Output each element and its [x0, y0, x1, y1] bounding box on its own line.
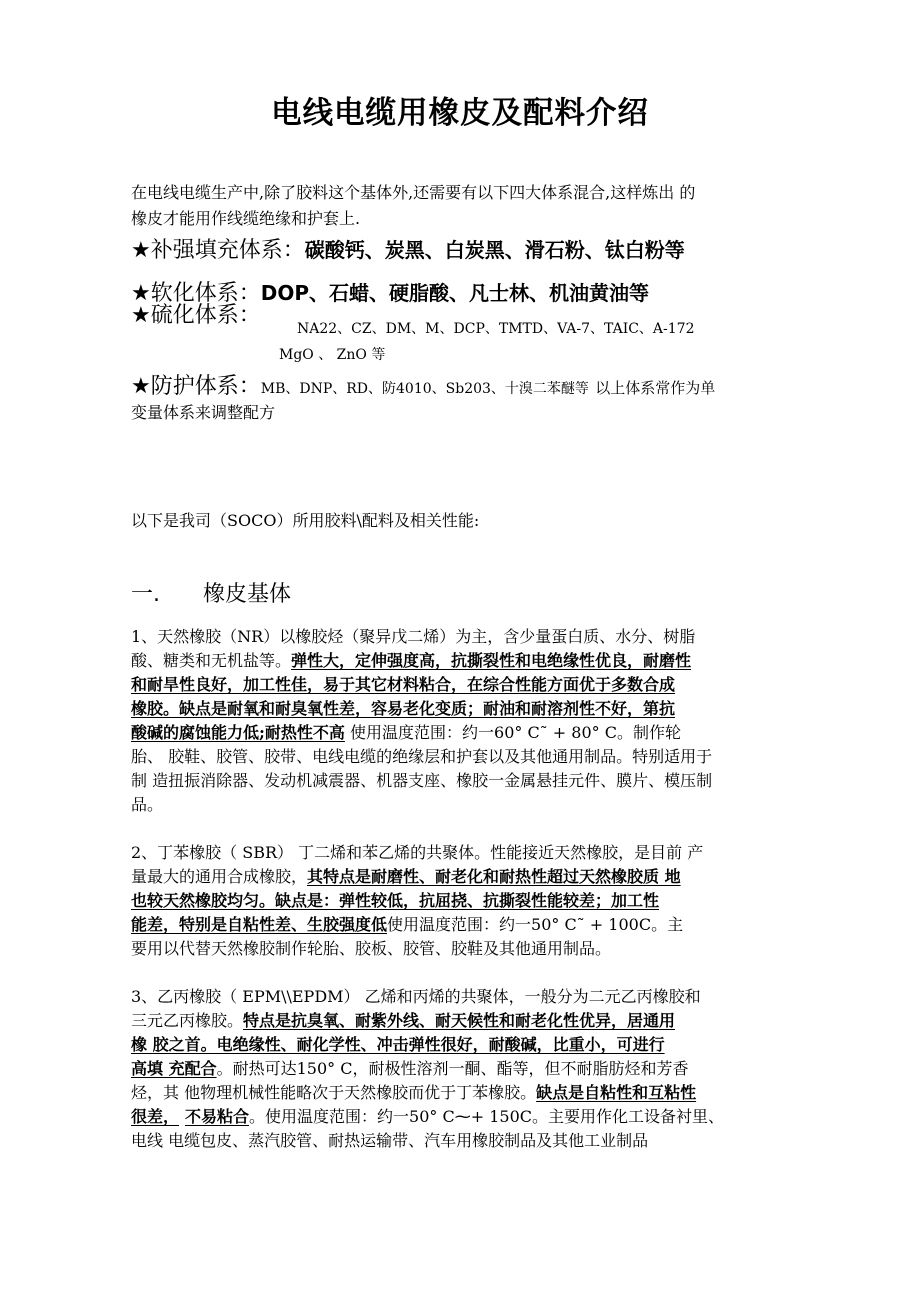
- p3-line-3: [131, 1032, 665, 1055]
- p2-line-4: [131, 912, 683, 935]
- p2-line-2-bold: 其特点是耐磨性、耐老化和耐热性超过天然橡胶质 地: [307, 867, 681, 886]
- system-reinforce-items: 碳酸钙、炭黑、白炭黑、滑石粉、钛白粉等: [304, 238, 685, 262]
- p1-line-1: 1、天然橡胶（NR）以橡胶烃（聚异戊二烯）为主，含少量蛋白质、水分、树脂: [131, 627, 696, 646]
- p1-line-3-bold: 和耐旱性良好，加工性佳，易于其它材料粘合，在综合性能方面优于多数合成: [131, 675, 676, 694]
- p2-line-2-normal: 量最大的通用合成橡胶，: [131, 867, 308, 886]
- p3-line-6: [131, 1104, 724, 1127]
- p1-line-5-bold: 酸碱的腐蚀能力低;耐热性不高: [131, 723, 345, 742]
- system-protect-head: ★防护体系：: [131, 374, 261, 399]
- p1-line-5: [131, 720, 681, 743]
- system-protect: [131, 369, 715, 400]
- p3-line-4: [131, 1056, 688, 1079]
- system-vulcanize-head: ★硫化体系：: [131, 303, 261, 328]
- company-intro: 以下是我司（SOCO）所用胶料\配料及相关性能:: [131, 511, 480, 530]
- system-protect-tail: 以上体系常作为单: [595, 379, 716, 397]
- p3-line-4-bold: 高填 充配合: [131, 1059, 217, 1078]
- intro-line-2: 橡皮才能用作线缆绝缘和护套上.: [131, 209, 361, 228]
- p2-line-5: 要用以代替天然橡胶制作轮胎、胶板、胶管、胶鞋及其他通用制品。: [131, 939, 612, 958]
- p2-line-2: [131, 864, 681, 887]
- section-number: 一.: [131, 582, 160, 607]
- p3-line-1: 3、乙丙橡胶（ EPM\\EPDM） 乙烯和丙烯的共聚体，一般分为二元乙丙橡胶和: [131, 987, 701, 1006]
- p3-line-6-normal: 。使用温度范围：约一50° C⁓+ 150C。主要用作化工设备衬里、: [249, 1107, 724, 1126]
- system-reinforce-head: ★补强填充体系：: [131, 238, 305, 263]
- section-heading: [131, 577, 291, 608]
- system-protect-tail-2: 变量体系来调整配方: [131, 403, 276, 422]
- p3-line-5-bold: 缺点是自粘性和互粘性: [536, 1083, 697, 1102]
- system-protect-items: MB、DNP、RD、防4010、Sb203、十溴二苯醚等: [260, 381, 589, 397]
- p1-line-4-bold: 橡胶。缺点是耐氧和耐臭氧性差，容易老化变质；耐油和耐溶剂性不好，第抗: [131, 699, 676, 718]
- system-reinforce: [131, 233, 685, 264]
- p3-line-2-normal: 三元乙丙橡胶。: [131, 1011, 244, 1030]
- p3-line-2-bold: 特点是抗臭氧、耐紫外线、耐天候性和耐老化性优异，居通用: [243, 1011, 676, 1030]
- p1-line-8: 品。: [131, 795, 164, 814]
- intro-line-1: 在电线电缆生产中,除了胶料这个基体外,还需要有以下四大体系混合,这样炼出 的: [131, 183, 696, 202]
- system-vulcanize-items-1: NA22、CZ、DM、M、DCP、TMTD、VA-7、TAIC、A-172: [297, 321, 695, 337]
- p2-line-1: 2、丁苯橡胶（ SBR） 丁二烯和苯乙烯的共聚体。性能接近天然橡胶，是目前 产: [131, 843, 704, 862]
- document-title: 电线电缆用橡皮及配料介绍: [271, 95, 649, 131]
- p1-line-2-bold: 弹性大，定伸强度高，抗撕裂性和电绝缘性优良，耐磨性: [291, 651, 692, 670]
- p1-line-3: [131, 672, 675, 695]
- system-vulcanize-items-2: MgO 、 ZnO 等: [279, 347, 386, 363]
- p3-line-2: [131, 1008, 675, 1031]
- p3-line-5-normal: 烃，其 他物理机械性能略次于天然橡胶而优于丁苯橡胶。: [131, 1083, 537, 1102]
- p1-line-2-normal: 酸、糖类和无机盐等。: [131, 651, 292, 670]
- system-soften-items: DOP、石蜡、硬脂酸、凡士林、机油黄油等: [260, 281, 649, 305]
- p3-line-4-normal: 。耐热可达150° C，耐极性溶剂一酮、酯等，但不耐脂肪烃和芳香: [216, 1059, 689, 1078]
- p3-line-5: [131, 1080, 696, 1103]
- p3-line-6-bold-a: 很差，: [131, 1107, 180, 1126]
- p1-line-6: 胎、 胶鞋、胶管、胶带、电线电缆的绝缘层和护套以及其他通用制品。特别适用于: [131, 747, 713, 766]
- section-title: 橡皮基体: [203, 582, 292, 607]
- system-soften-head: ★软化体系：: [131, 281, 261, 306]
- p2-line-4-normal: 使用温度范围：约一50° C˜ + 100C。主: [387, 915, 684, 934]
- p3-line-6-bold-b: 不易粘合: [185, 1107, 250, 1126]
- p3-line-3-bold: 橡 胶之首。电绝缘性、耐化学性、冲击弹性很好，耐酸碱，比重小，可进行: [131, 1035, 665, 1054]
- p2-line-4-bold: 能差，特别是自粘性差、生胶强度低: [131, 915, 388, 934]
- p2-line-3-bold: 也较天然橡胶均匀。缺点是：弹性较低，抗屈挠、抗撕裂性能较差；加工性: [131, 891, 660, 910]
- p1-line-4: [131, 696, 675, 719]
- p1-line-5-normal: 使用温度范围：约一60° C˜ + 80° C。制作轮: [344, 723, 681, 742]
- system-vulcanize: [131, 298, 261, 329]
- p1-line-7: 制 造扭振消除器、发动机减震器、机器支座、橡胶一金属悬挂元件、膜片、模压制: [131, 771, 713, 790]
- p3-line-7: 电线 电缆包皮、蒸汽胶管、耐热运输带、汽车用橡胶制品及其他工业制品: [131, 1131, 649, 1150]
- p1-line-2: [131, 648, 691, 671]
- p2-line-3: [131, 888, 659, 911]
